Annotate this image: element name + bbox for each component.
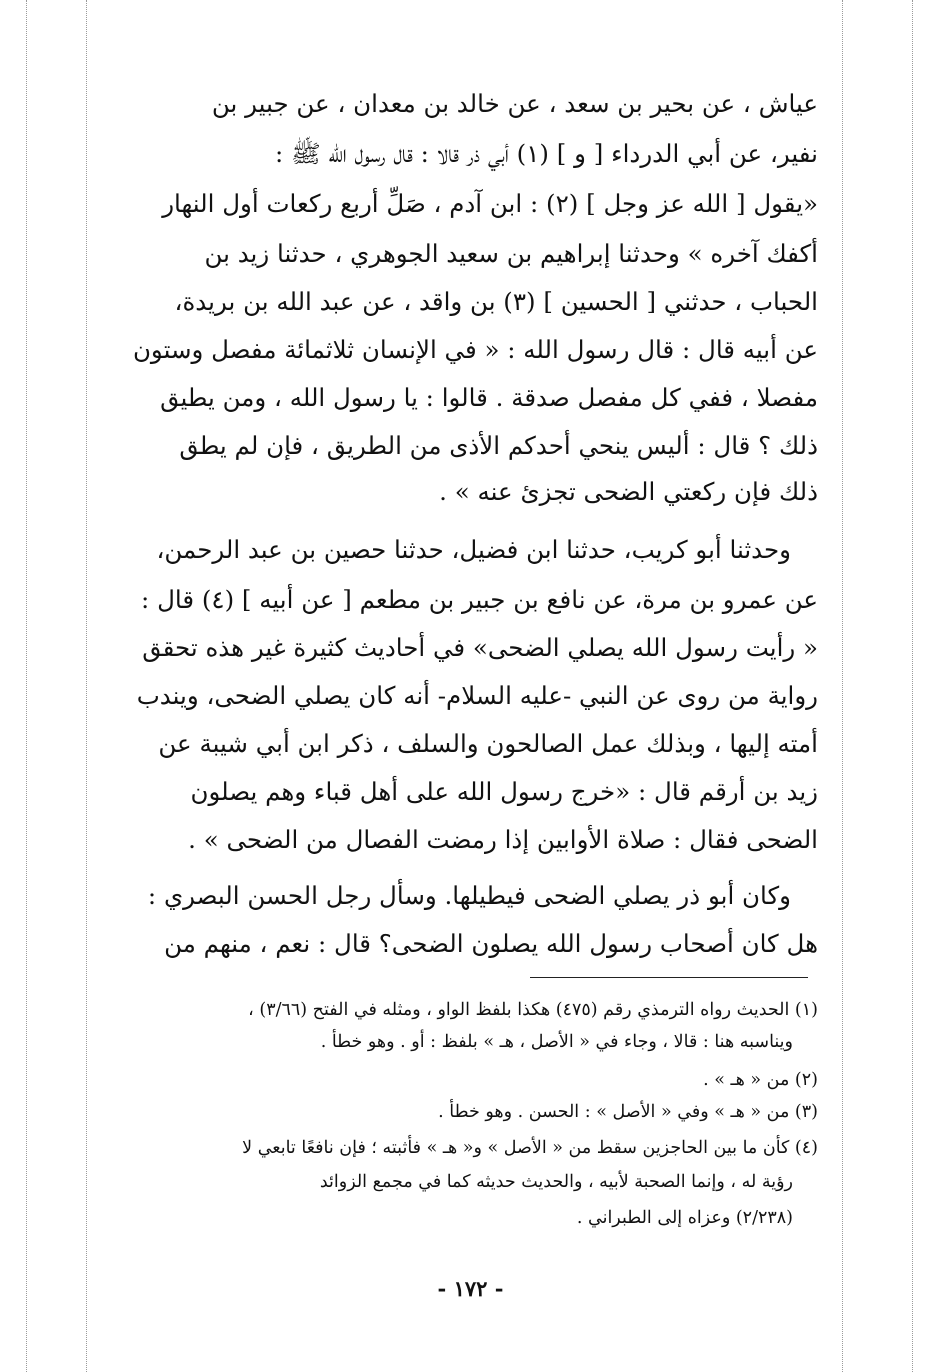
footnote-line: ويناسبه هنا : قالا ، وجاء في « الأصل ، هـ » بلفظ : أو . وهو خطأ . bbox=[320, 1032, 793, 1052]
dotted-edge-line-left bbox=[26, 0, 27, 1372]
footnote-separator bbox=[530, 977, 808, 978]
footnote-line: (٢) من « هـ » . bbox=[703, 1070, 818, 1090]
text-line: وحدثنا أبو كريب، حدثنا ابن فضيل، حدثنا حصين بن عبد الرحمن، bbox=[156, 535, 791, 564]
text-line: مفصلا ، ففي كل مفصل صدقة . قالوا : يا رسول الله ، ومن يطيق bbox=[160, 383, 818, 412]
footnote-line: (١) الحديث رواه الترمذي رقم (٤٧٥) هكذا بلفظ الواو ، ومثله في الفتح (٣/٦٦) ، bbox=[248, 1000, 818, 1020]
dotted-margin-line-left bbox=[86, 0, 87, 1372]
text-line: ذلك فإن ركعتي الضحى تجزئ عنه » . bbox=[439, 477, 818, 506]
text-line: هل كان أصحاب رسول الله يصلون الضحى؟ قال : نعم ، منهم من bbox=[164, 929, 818, 958]
text-line: أكفك آخره » وحدثنا إبراهيم بن سعيد الجوهري ، حدثنا زيد بن bbox=[204, 239, 818, 268]
footnote-line: (٣) من « هـ » وفي « الأصل » : الحسن . وهو خطأ . bbox=[438, 1102, 818, 1122]
text-line: « رأيت رسول الله يصلي الضحى» في أحاديث كثيرة غير هذه تحقق bbox=[142, 633, 818, 662]
footnote-line: رؤية له ، وإنما الصحبة لأبيه ، والحديث حديثه كما في مجمع الزوائد bbox=[319, 1172, 793, 1192]
text-line: وكان أبو ذر يصلي الضحى فيطيلها. وسأل رجل الحسن البصري : bbox=[147, 881, 791, 910]
text-line: عن أبيه قال : قال رسول الله : « في الإنسان ثلاثمائة مفصل وستون bbox=[132, 335, 818, 364]
dotted-edge-line-right bbox=[912, 0, 913, 1372]
text-line: عياش ، عن بحير بن سعد ، عن خالد بن معدان ، عن جبير بن bbox=[211, 89, 818, 118]
text-line: أمته إليها ، وبذلك عمل الصالحون والسلف ، ذكر ابن أبي شيبة عن bbox=[158, 729, 818, 758]
text-line: ذلك ؟ قال : أليس ينحي أحدكم الأذى من الطريق ، فإن لم يطق bbox=[179, 431, 818, 460]
text-line: زيد بن أرقم قال : «خرج رسول الله على أهل قباء وهم يصلون bbox=[190, 777, 818, 806]
text-line: الحباب ، حدثني [ الحسين ] (٣) بن واقد ، عن عبد الله بن بريدة، bbox=[174, 287, 818, 316]
page-number: - ١٧٢ - bbox=[437, 1276, 504, 1301]
text-line: عن عمرو بن مرة، عن نافع بن جبير بن مطعم [ عن أبيه ] (٤) قال : bbox=[141, 585, 818, 614]
footnote-line: (٢/٢٣٨) وعزاه إلى الطبراني . bbox=[576, 1208, 793, 1228]
text-line: رواية من روى عن النبي -عليه السلام- أنه كان يصلي الضحى، ويندب bbox=[136, 681, 818, 710]
dotted-margin-line-right bbox=[842, 0, 843, 1372]
footnote-line: (٤) كأن ما بين الحاجزين سقط من « الأصل » و« هـ » فأثبته ؛ فإن نافعًا تابعي لا bbox=[242, 1138, 818, 1158]
text-line: «يقول [ الله عز وجل ] (٢) : ابن آدم ، صَلِّ أربع ركعات أول النهار bbox=[162, 189, 818, 218]
text-line: الضحى فقال : صلاة الأوابين إذا رمضت الفصال من الضحى » . bbox=[188, 825, 818, 854]
text-line: نفير، عن أبي الدرداء [ و ] (١) أبي ذر قالا : قال رسول الله ﷺ : bbox=[275, 139, 818, 168]
